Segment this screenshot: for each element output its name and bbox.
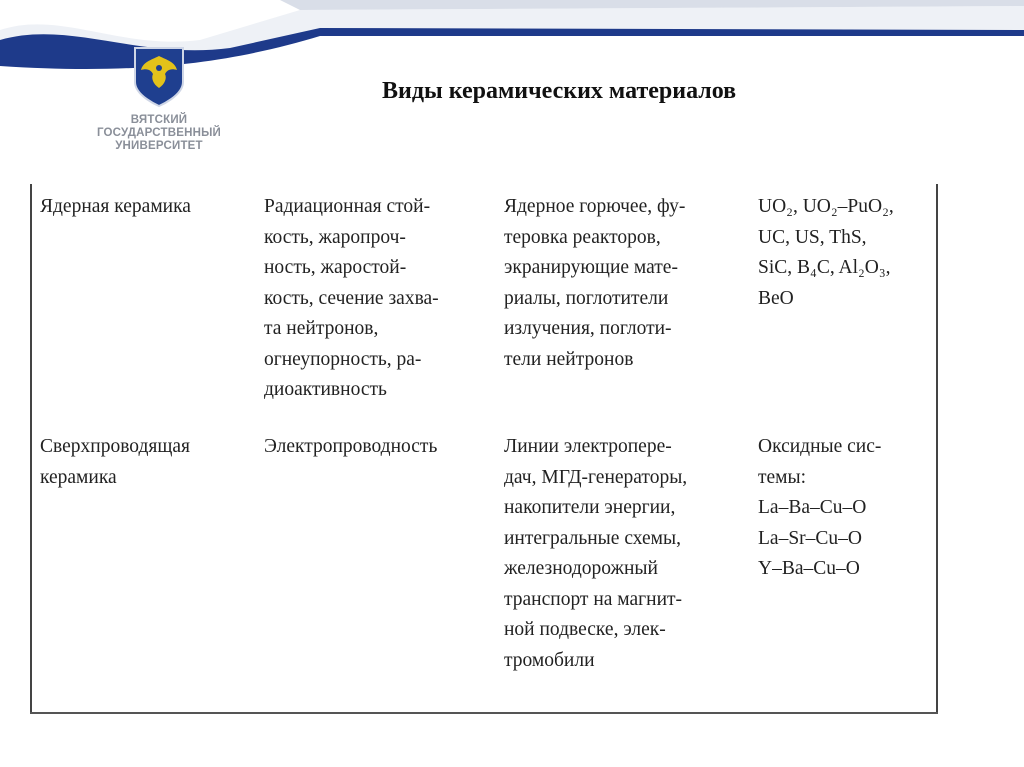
- row-1-properties: Радиационная стой- кость, жаропроч- ность, жаростой- кость, сечение захва- та нейтронов, огнеупорность, ра- диоактивность: [264, 196, 439, 400]
- logo-line-1: ВЯТСКИЙ: [130, 114, 188, 126]
- table-left-border: [30, 184, 32, 714]
- row-2-name: Сверхпроводящая керамика: [40, 436, 190, 488]
- table-bottom-border: [30, 712, 938, 714]
- row-2-applications: Линии электропере- дач, МГД-генераторы, накопители энергии, интегральные схемы, железнодорожный транспорт на магнит- ной подвеске, элек- тромобили: [504, 436, 688, 671]
- university-crest-icon: [133, 46, 185, 108]
- row-1-name: Ядерная керамика: [40, 196, 191, 217]
- row-2-materials: Оксидные сис- темы: La–Ba–Cu–O La–Sr–Cu–O Y–Ba–Cu–O: [758, 436, 882, 579]
- row-1-materials: UO₂, UO₂–PuO₂, UC, US, ThS, SiC, B₄C, Al₂O₃, BeO: [758, 196, 894, 309]
- ceramics-table: [30, 184, 938, 714]
- row-2-properties: Электропроводность: [264, 436, 438, 457]
- university-logo: [84, 46, 234, 176]
- logo-line-3: УНИВЕРСИТЕТ: [115, 140, 203, 152]
- row-1-applications: Ядерное горючее, фу- теровка реакторов, экранирующие мате- риалы, поглотители излучения, поглоти- тели нейтронов: [504, 196, 686, 370]
- slide-title: Виды керамических материалов: [382, 78, 737, 104]
- logo-line-2: ГОСУДАРСТВЕННЫЙ: [96, 127, 222, 139]
